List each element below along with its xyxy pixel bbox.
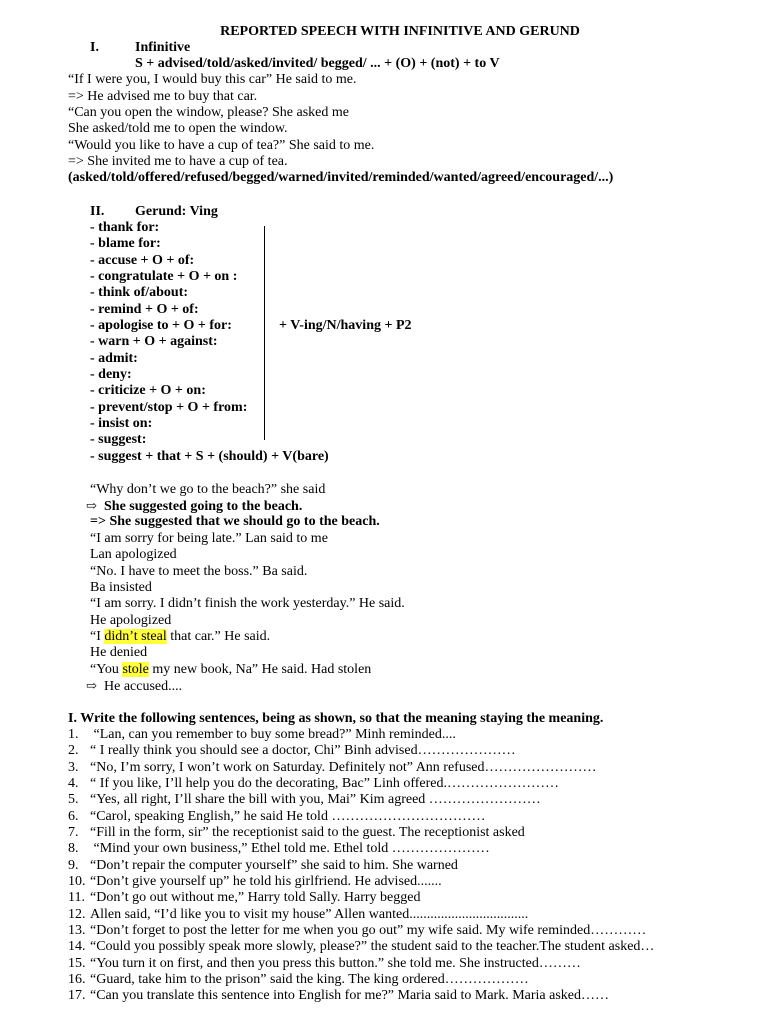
page-title: REPORTED SPEECH WITH INFINITIVE AND GERUND bbox=[220, 24, 580, 39]
exercise-item bbox=[68, 727, 456, 743]
exercise-item bbox=[68, 825, 525, 841]
item-text: “No, I’m sorry, I won’t work on Saturday. Definitely not” Ann refused…………………… bbox=[90, 760, 597, 775]
item-text: “Could you possibly speak more slowly, please?” the student said to the teacher.The student asked… bbox=[90, 939, 655, 954]
beach-answer: She suggested going to the beach. bbox=[104, 499, 303, 514]
bracket-line bbox=[264, 226, 265, 440]
beach-answer-line bbox=[86, 498, 302, 515]
item-number: 5. bbox=[68, 792, 79, 807]
item-number: 13. bbox=[68, 923, 86, 938]
item-text: “You turn it on first, and then you press this button.” she told me. She instructed……… bbox=[90, 956, 581, 971]
gerund-item: - thank for: bbox=[90, 220, 160, 235]
item-number: 15. bbox=[68, 956, 86, 971]
gerund-item: - warn + O + against: bbox=[90, 334, 218, 349]
highlight-stole: stole bbox=[122, 662, 149, 677]
exercise-item bbox=[68, 907, 528, 923]
stole-quote bbox=[90, 662, 371, 678]
gerund-item: - criticize + O + on: bbox=[90, 383, 206, 398]
gerund-item: - deny: bbox=[90, 367, 132, 382]
item-text: “Fill in the form, sir” the receptionist said to the guest. The receptionist asked bbox=[90, 825, 525, 840]
gerund-item: - insist on: bbox=[90, 416, 153, 431]
arrow-icon: ⇨ bbox=[86, 678, 97, 693]
example-line: “Would you like to have a cup of tea?” She said to me. bbox=[68, 138, 375, 153]
item-number: 6. bbox=[68, 809, 79, 824]
item-text: “Lan, can you remember to buy some bread?” Minh reminded.... bbox=[90, 727, 456, 742]
item-number: 14. bbox=[68, 939, 86, 954]
exercise-item bbox=[68, 956, 581, 972]
arrow-icon: ⇨ bbox=[86, 498, 97, 513]
item-text: “ If you like, I’ll help you do the decorating, Bac” Linh offered.…………………… bbox=[90, 776, 560, 791]
item-text: “Don’t give yourself up” he told his girlfriend. He advised....... bbox=[90, 874, 442, 889]
example-line: “If I were you, I would buy this car” He said to me. bbox=[68, 72, 357, 87]
beach-quote: “Why don’t we go to the beach?” she said bbox=[90, 482, 326, 497]
accused-line bbox=[86, 678, 182, 695]
exercise-item bbox=[68, 874, 442, 890]
example-line: => He advised me to buy that car. bbox=[68, 89, 258, 104]
section2-number: II. bbox=[90, 204, 105, 219]
item-number: 3. bbox=[68, 760, 79, 775]
example-line: => She invited me to have a cup of tea. bbox=[68, 154, 288, 169]
gerund-pattern: + V-ing/N/having + P2 bbox=[279, 318, 412, 333]
sorry-quote: “I am sorry for being late.” Lan said to me bbox=[90, 531, 328, 546]
boss-quote: “No. I have to meet the boss.” Ba said. bbox=[90, 564, 308, 579]
exercise-item bbox=[68, 776, 559, 792]
item-text: “Carol, speaking English,” he said He told …………………………… bbox=[90, 809, 486, 824]
example-line: “Can you open the window, please? She asked me bbox=[68, 105, 349, 120]
sorry-answer: Lan apologized bbox=[90, 547, 177, 562]
gerund-item: - apologise to + O + for: bbox=[90, 318, 232, 333]
work-quote: “I am sorry. I didn’t finish the work yesterday.” He said. bbox=[90, 596, 405, 611]
gerund-item: - think of/about: bbox=[90, 285, 189, 300]
boss-answer: Ba insisted bbox=[90, 580, 152, 595]
item-number: 2. bbox=[68, 743, 79, 758]
gerund-item: - remind + O + of: bbox=[90, 302, 199, 317]
item-number: 9. bbox=[68, 858, 79, 873]
item-number: 7. bbox=[68, 825, 79, 840]
item-number: 16. bbox=[68, 972, 86, 987]
gerund-item: - prevent/stop + O + from: bbox=[90, 400, 248, 415]
exercise-heading: I. Write the following sentences, being as shown, so that the meaning staying the meaning. bbox=[68, 711, 604, 726]
section2-heading: Gerund: Ving bbox=[135, 204, 218, 219]
work-answer: He apologized bbox=[90, 613, 172, 628]
item-text: “Can you translate this sentence into English for me?” Maria said to Mark. Maria asked…… bbox=[90, 988, 610, 1003]
item-text: “ I really think you should see a doctor, Chi” Binh advised………………… bbox=[90, 743, 516, 758]
infinitive-verbs-list: (asked/told/offered/refused/begged/warned/invited/reminded/wanted/agreed/encouraged/...) bbox=[68, 170, 614, 185]
exercise-item bbox=[68, 923, 646, 939]
item-text: “Don’t go out without me,” Harry told Sally. Harry begged bbox=[90, 890, 421, 905]
exercise-item bbox=[68, 890, 420, 906]
exercise-item bbox=[68, 858, 458, 874]
beach-answer2: => She suggested that we should go to the beach. bbox=[90, 514, 380, 529]
gerund-item: - blame for: bbox=[90, 236, 161, 251]
item-number: 1. bbox=[68, 727, 79, 742]
item-number: 12. bbox=[68, 907, 86, 922]
gerund-item: - accuse + O + of: bbox=[90, 253, 195, 268]
gerund-item: - congratulate + O + on : bbox=[90, 269, 238, 284]
stole-post: my new book, Na” He said. Had stolen bbox=[148, 662, 372, 677]
item-number: 8. bbox=[68, 841, 79, 856]
section1-heading: Infinitive bbox=[135, 40, 191, 55]
accused-text: He accused.... bbox=[104, 679, 183, 694]
exercise-item bbox=[68, 743, 516, 759]
exercise-item bbox=[68, 988, 609, 1004]
example-line: She asked/told me to open the window. bbox=[68, 121, 288, 136]
exercise-item bbox=[68, 792, 541, 808]
item-text: “Don’t forget to post the letter for me when you go out” my wife said. My wife reminded………… bbox=[90, 923, 647, 938]
stole-pre: “You bbox=[90, 662, 123, 677]
steal-post: that car.” He said. bbox=[166, 629, 271, 644]
gerund-item: - admit: bbox=[90, 351, 138, 366]
gerund-item: - suggest: bbox=[90, 432, 147, 447]
item-text: “Guard, take him to the prison” said the king. The king ordered……………… bbox=[90, 972, 529, 987]
item-number: 11. bbox=[68, 890, 85, 905]
steal-quote bbox=[90, 629, 270, 645]
steal-answer: He denied bbox=[90, 645, 148, 660]
exercise-item bbox=[68, 972, 529, 988]
item-text: “Mind your own business,” Ethel told me. Ethel told ………………… bbox=[90, 841, 490, 856]
infinitive-formula: S + advised/told/asked/invited/ begged/ ... + (O) + (not) + to V bbox=[135, 56, 500, 71]
item-number: 4. bbox=[68, 776, 79, 791]
steal-pre: “I bbox=[90, 629, 105, 644]
exercise-item bbox=[68, 841, 490, 857]
item-number: 10. bbox=[68, 874, 86, 889]
exercise-item bbox=[68, 760, 597, 776]
exercise-item bbox=[68, 939, 654, 955]
suggest-that-rule: - suggest + that + S + (should) + V(bare) bbox=[90, 449, 329, 464]
section1-number: I. bbox=[90, 40, 99, 55]
highlight-didnt-steal: didn’t steal bbox=[104, 629, 167, 644]
item-text: Allen said, “I’d like you to visit my house” Allen wanted.................................. bbox=[90, 907, 529, 922]
item-number: 17. bbox=[68, 988, 86, 1003]
item-text: “Don’t repair the computer yourself” she said to him. She warned bbox=[90, 858, 458, 873]
item-text: “Yes, all right, I’ll share the bill with you, Mai” Kim agreed …………………… bbox=[90, 792, 541, 807]
exercise-item bbox=[68, 809, 485, 825]
